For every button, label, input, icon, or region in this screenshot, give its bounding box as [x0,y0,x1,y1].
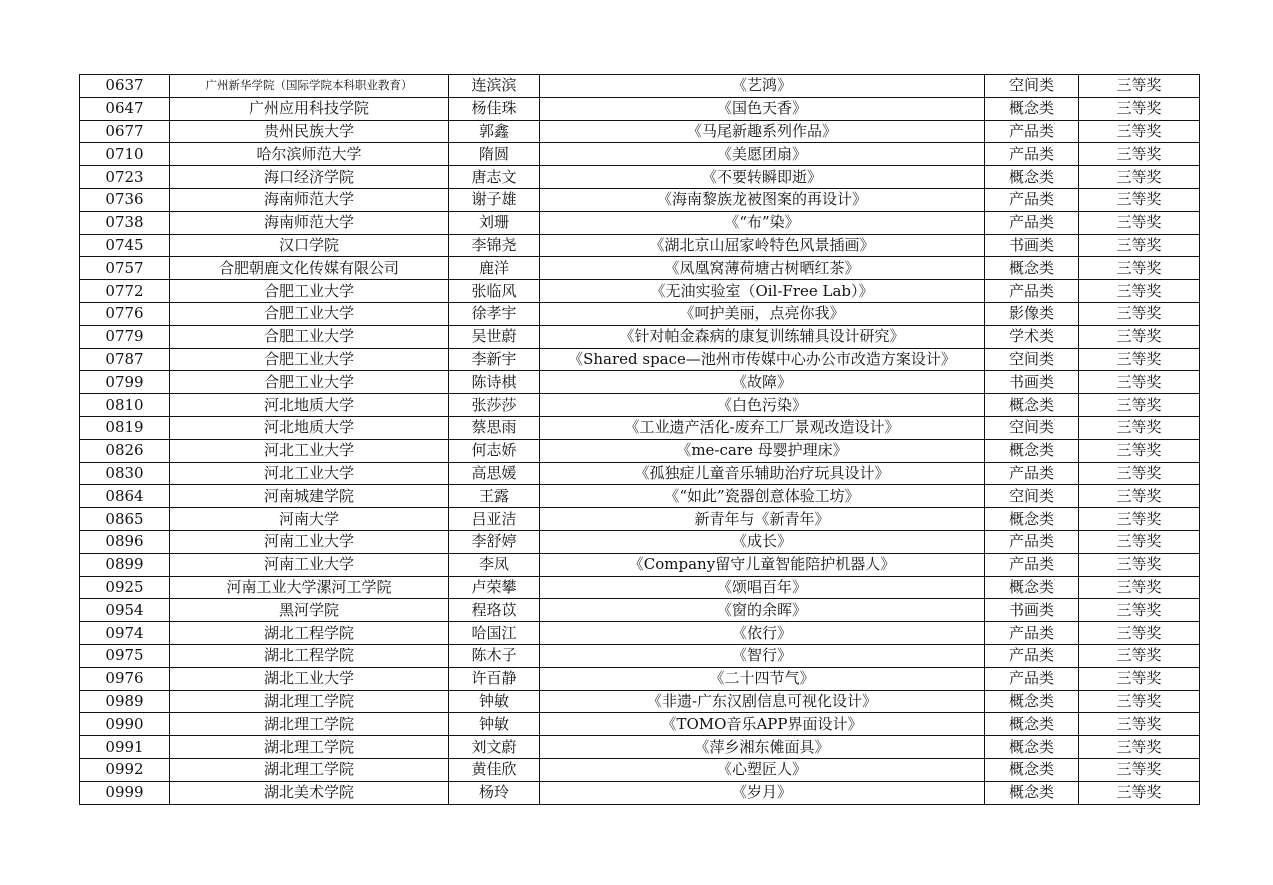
author-name-cell: 王露 [449,485,540,508]
author-name-cell: 隋圆 [449,143,540,166]
work-title-cell: 《国色天香》 [540,97,985,120]
prize-cell: 三等奖 [1079,257,1200,280]
table-row [80,576,1200,599]
author-name-cell: 陈木子 [449,644,540,667]
work-title-cell: 《Company留守儿童智能陪护机器人》 [540,553,985,576]
table-row [80,166,1200,189]
prize-cell: 三等奖 [1079,485,1200,508]
table-row [80,553,1200,576]
prize-cell: 三等奖 [1079,758,1200,781]
author-name-cell: 郭鑫 [449,120,540,143]
school-cell: 黑河学院 [170,599,449,622]
school-cell: 合肥工业大学 [170,302,449,325]
author-name-cell: 张莎莎 [449,394,540,417]
entry-id-cell: 0999 [80,781,170,804]
category-cell: 学术类 [985,325,1079,348]
prize-cell: 三等奖 [1079,302,1200,325]
table-row [80,485,1200,508]
prize-cell: 三等奖 [1079,75,1200,98]
entry-id-cell: 0776 [80,302,170,325]
category-cell: 产品类 [985,280,1079,303]
category-cell: 产品类 [985,667,1079,690]
table-row [80,439,1200,462]
author-name-cell: 鹿洋 [449,257,540,280]
work-title-cell: 《海南黎族龙被图案的再设计》 [540,188,985,211]
work-title-cell: 《成长》 [540,530,985,553]
work-title-cell: 《窗的余晖》 [540,599,985,622]
table-row [80,280,1200,303]
entry-id-cell: 0974 [80,622,170,645]
table-row [80,462,1200,485]
work-title-cell: 《白色污染》 [540,394,985,417]
prize-cell: 三等奖 [1079,394,1200,417]
category-cell: 影像类 [985,302,1079,325]
table-row [80,713,1200,736]
work-title-cell: 《湖北京山屈家岭特色风景插画》 [540,234,985,257]
author-name-cell: 杨玲 [449,781,540,804]
work-title-cell: 《凤凰窝薄荷塘古树晒红茶》 [540,257,985,280]
entry-id-cell: 0736 [80,188,170,211]
table-row [80,302,1200,325]
entry-id-cell: 0647 [80,97,170,120]
author-name-cell: 刘文蔚 [449,736,540,759]
entry-id-cell: 0864 [80,485,170,508]
prize-cell: 三等奖 [1079,508,1200,531]
work-title-cell: 《智行》 [540,644,985,667]
school-cell: 湖北理工学院 [170,736,449,759]
author-name-cell: 钟敏 [449,713,540,736]
category-cell: 产品类 [985,211,1079,234]
table-row [80,211,1200,234]
author-name-cell: 钟敏 [449,690,540,713]
category-cell: 概念类 [985,736,1079,759]
work-title-cell: 《艺鸿》 [540,75,985,98]
school-cell: 湖北工业大学 [170,667,449,690]
entry-id-cell: 0757 [80,257,170,280]
table-row [80,644,1200,667]
prize-cell: 三等奖 [1079,280,1200,303]
work-title-cell: 《TOMO音乐APP界面设计》 [540,713,985,736]
prize-cell: 三等奖 [1079,371,1200,394]
table-row [80,394,1200,417]
table-row [80,348,1200,371]
author-name-cell: 何志娇 [449,439,540,462]
work-title-cell: 《“布”染》 [540,211,985,234]
author-name-cell: 陈诗棋 [449,371,540,394]
school-cell: 海口经济学院 [170,166,449,189]
table-row [80,234,1200,257]
author-name-cell: 杨佳珠 [449,97,540,120]
work-title-cell: 《颂唱百年》 [540,576,985,599]
author-name-cell: 刘珊 [449,211,540,234]
school-cell: 河南大学 [170,508,449,531]
category-cell: 产品类 [985,622,1079,645]
school-cell: 汉口学院 [170,234,449,257]
work-title-cell: 《萍乡湘东傩面具》 [540,736,985,759]
prize-cell: 三等奖 [1079,143,1200,166]
table-row [80,667,1200,690]
work-title-cell: 《孤独症儿童音乐辅助治疗玩具设计》 [540,462,985,485]
work-title-cell: 《故障》 [540,371,985,394]
work-title-cell: 《针对帕金森病的康复训练辅具设计研究》 [540,325,985,348]
author-name-cell: 连滨滨 [449,75,540,98]
work-title-cell: 《不要转瞬即逝》 [540,166,985,189]
author-name-cell: 哈国江 [449,622,540,645]
table-row [80,736,1200,759]
school-cell: 合肥工业大学 [170,280,449,303]
prize-cell: 三等奖 [1079,553,1200,576]
school-cell: 河南工业大学漯河工学院 [170,576,449,599]
category-cell: 概念类 [985,257,1079,280]
category-cell: 产品类 [985,553,1079,576]
school-cell: 河南城建学院 [170,485,449,508]
school-cell: 湖北工程学院 [170,622,449,645]
category-cell: 概念类 [985,508,1079,531]
category-cell: 空间类 [985,75,1079,98]
entry-id-cell: 0810 [80,394,170,417]
school-cell: 湖北理工学院 [170,713,449,736]
table-row [80,416,1200,439]
author-name-cell: 李新宇 [449,348,540,371]
category-cell: 产品类 [985,644,1079,667]
category-cell: 概念类 [985,713,1079,736]
table-row [80,599,1200,622]
table-row [80,75,1200,98]
category-cell: 概念类 [985,439,1079,462]
author-name-cell: 谢子雄 [449,188,540,211]
school-cell: 海南师范大学 [170,211,449,234]
category-cell: 概念类 [985,690,1079,713]
prize-cell: 三等奖 [1079,713,1200,736]
school-cell: 河北地质大学 [170,394,449,417]
table-row [80,508,1200,531]
table-row [80,371,1200,394]
school-cell: 河南工业大学 [170,530,449,553]
prize-cell: 三等奖 [1079,690,1200,713]
category-cell: 概念类 [985,781,1079,804]
school-cell: 湖北工程学院 [170,644,449,667]
prize-cell: 三等奖 [1079,416,1200,439]
school-cell: 湖北美术学院 [170,781,449,804]
school-cell: 河北工业大学 [170,462,449,485]
table-row [80,530,1200,553]
entry-id-cell: 0799 [80,371,170,394]
category-cell: 概念类 [985,758,1079,781]
category-cell: 概念类 [985,97,1079,120]
work-title-cell: 《Shared space—池州市传媒中心办公市改造方案设计》 [540,348,985,371]
school-cell: 海南师范大学 [170,188,449,211]
author-name-cell: 蔡思雨 [449,416,540,439]
school-cell: 河南工业大学 [170,553,449,576]
school-cell: 广州新华学院（国际学院本科职业教育） [170,75,449,98]
table-row [80,622,1200,645]
table-row [80,188,1200,211]
entry-id-cell: 0976 [80,667,170,690]
author-name-cell: 黄佳欣 [449,758,540,781]
work-title-cell: 《非遗-广东汉剧信息可视化设计》 [540,690,985,713]
category-cell: 产品类 [985,120,1079,143]
entry-id-cell: 0779 [80,325,170,348]
category-cell: 空间类 [985,485,1079,508]
entry-id-cell: 0992 [80,758,170,781]
entry-id-cell: 0745 [80,234,170,257]
prize-cell: 三等奖 [1079,530,1200,553]
author-name-cell: 李凤 [449,553,540,576]
work-title-cell: 《马尾新趣系列作品》 [540,120,985,143]
entry-id-cell: 0772 [80,280,170,303]
category-cell: 书画类 [985,234,1079,257]
prize-cell: 三等奖 [1079,576,1200,599]
table-row [80,257,1200,280]
work-title-cell: 《依行》 [540,622,985,645]
work-title-cell: 《岁月》 [540,781,985,804]
table-row [80,758,1200,781]
work-title-cell: 《me-care 母婴护理床》 [540,439,985,462]
prize-cell: 三等奖 [1079,97,1200,120]
author-name-cell: 徐孝宇 [449,302,540,325]
category-cell: 空间类 [985,416,1079,439]
work-title-cell: 《“如此”瓷器创意体验工坊》 [540,485,985,508]
author-name-cell: 吴世蔚 [449,325,540,348]
entry-id-cell: 0723 [80,166,170,189]
category-cell: 产品类 [985,462,1079,485]
school-cell: 合肥工业大学 [170,348,449,371]
awards-table-body [80,75,1200,805]
entry-id-cell: 0896 [80,530,170,553]
work-title-cell: 《呵护美丽，点亮你我》 [540,302,985,325]
category-cell: 书画类 [985,371,1079,394]
table-row [80,120,1200,143]
entry-id-cell: 0787 [80,348,170,371]
school-cell: 合肥工业大学 [170,371,449,394]
prize-cell: 三等奖 [1079,599,1200,622]
prize-cell: 三等奖 [1079,622,1200,645]
table-row [80,325,1200,348]
school-cell: 湖北理工学院 [170,690,449,713]
author-name-cell: 李锦尧 [449,234,540,257]
prize-cell: 三等奖 [1079,211,1200,234]
work-title-cell: 新青年与《新青年》 [540,508,985,531]
entry-id-cell: 0990 [80,713,170,736]
category-cell: 产品类 [985,530,1079,553]
school-cell: 湖北理工学院 [170,758,449,781]
table-row [80,143,1200,166]
prize-cell: 三等奖 [1079,120,1200,143]
entry-id-cell: 0819 [80,416,170,439]
category-cell: 概念类 [985,166,1079,189]
category-cell: 产品类 [985,188,1079,211]
entry-id-cell: 0826 [80,439,170,462]
category-cell: 概念类 [985,394,1079,417]
school-cell: 河北工业大学 [170,439,449,462]
awards-table [79,74,1200,805]
school-cell: 贵州民族大学 [170,120,449,143]
school-cell: 合肥工业大学 [170,325,449,348]
prize-cell: 三等奖 [1079,166,1200,189]
prize-cell: 三等奖 [1079,736,1200,759]
prize-cell: 三等奖 [1079,462,1200,485]
author-name-cell: 许百静 [449,667,540,690]
entry-id-cell: 0830 [80,462,170,485]
prize-cell: 三等奖 [1079,781,1200,804]
prize-cell: 三等奖 [1079,234,1200,257]
category-cell: 书画类 [985,599,1079,622]
author-name-cell: 吕亚洁 [449,508,540,531]
entry-id-cell: 0637 [80,75,170,98]
work-title-cell: 《心塑匠人》 [540,758,985,781]
school-cell: 哈尔滨师范大学 [170,143,449,166]
entry-id-cell: 0899 [80,553,170,576]
entry-id-cell: 0677 [80,120,170,143]
author-name-cell: 程珞苡 [449,599,540,622]
table-row [80,97,1200,120]
entry-id-cell: 0975 [80,644,170,667]
prize-cell: 三等奖 [1079,644,1200,667]
prize-cell: 三等奖 [1079,325,1200,348]
table-row [80,781,1200,804]
school-cell: 广州应用科技学院 [170,97,449,120]
author-name-cell: 卢荣攀 [449,576,540,599]
entry-id-cell: 0925 [80,576,170,599]
entry-id-cell: 0738 [80,211,170,234]
prize-cell: 三等奖 [1079,188,1200,211]
author-name-cell: 李舒婷 [449,530,540,553]
author-name-cell: 高思媛 [449,462,540,485]
category-cell: 空间类 [985,348,1079,371]
entry-id-cell: 0989 [80,690,170,713]
entry-id-cell: 0710 [80,143,170,166]
prize-cell: 三等奖 [1079,439,1200,462]
entry-id-cell: 0865 [80,508,170,531]
author-name-cell: 唐志文 [449,166,540,189]
entry-id-cell: 0991 [80,736,170,759]
author-name-cell: 张临风 [449,280,540,303]
school-cell: 河北地质大学 [170,416,449,439]
prize-cell: 三等奖 [1079,667,1200,690]
category-cell: 概念类 [985,576,1079,599]
table-row [80,690,1200,713]
entry-id-cell: 0954 [80,599,170,622]
work-title-cell: 《二十四节气》 [540,667,985,690]
category-cell: 产品类 [985,143,1079,166]
work-title-cell: 《工业遗产活化-废弃工厂景观改造设计》 [540,416,985,439]
work-title-cell: 《美愿团扇》 [540,143,985,166]
prize-cell: 三等奖 [1079,348,1200,371]
work-title-cell: 《无油实验室（Oil-Free Lab）》 [540,280,985,303]
school-cell: 合肥朝鹿文化传媒有限公司 [170,257,449,280]
